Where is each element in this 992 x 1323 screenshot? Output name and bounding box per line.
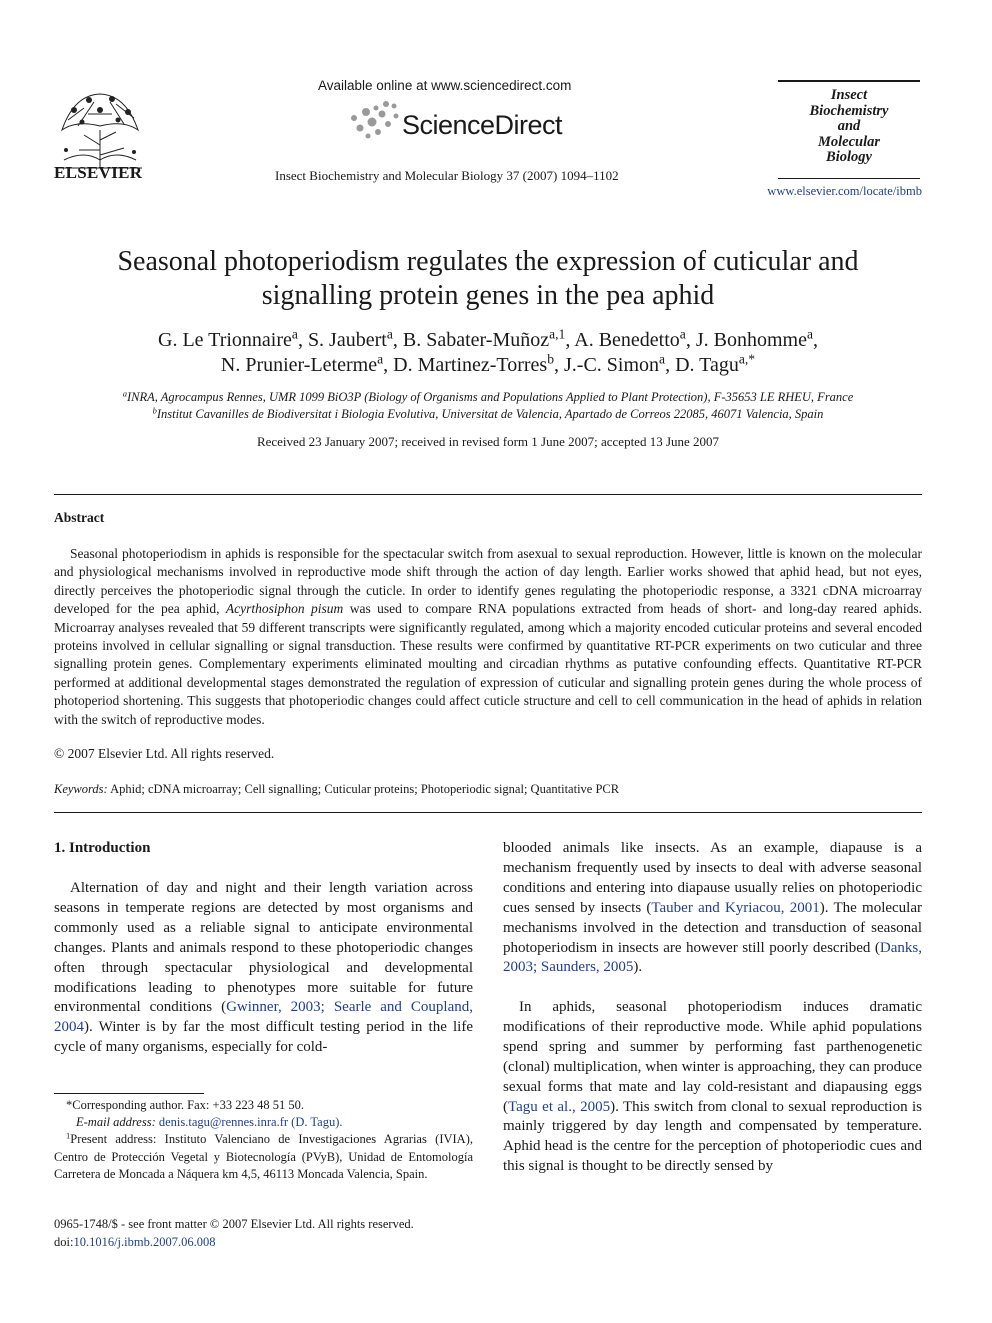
citation-link[interactable]: Tauber and Kyriacou, 2001 <box>651 899 820 916</box>
species-name: Acyrthosiphon pisum <box>225 601 344 617</box>
intro-paragraph-1-cont: blooded animals like insects. As an example, diapause is a mechanism frequently used by insects to deal with adverse seasonal conditions and entering into diapause usually relies on photoperiodic cues sensed by insects (Tauber and Kyriacou, 2001). The molecular mechanisms involved in the detection and transduction of seasonal photoperiodism in insects are however still poorly described (Danks, 2003; Saunders, 2005). <box>503 840 922 976</box>
intro-paragraph-2: In aphids, seasonal photoperiodism induces dramatic modifications of their reproductive mode. While aphid populations spend spring and summer by performing fast parthenogenetic (clonal) multiplication, when winter is approaching, they can produce sexual forms that mate and lay cold-resistant and diapausing eggs (Tagu et al., 2005). This switch from clonal to sexual reproduction is mainly triggered by day length and compensated by temperature. Aphid head is the centre for the perception of photoperiodic cues and this signal is thought to be directly sensed by <box>503 999 922 1175</box>
author-line <box>54 328 922 353</box>
journal-name-line: Biochemistry <box>809 102 889 119</box>
author: J.-C. Simon$^a$, <box>564 351 676 376</box>
abstract-top-rule <box>54 494 922 495</box>
affiliation-a: $^a$INRA, Agrocampus Rennes, UMR 1099 BiO3P (Biology of Organisms and Populations Applied to Plant Protection), F-35653 LE RHEU, France <box>122 388 854 404</box>
author: D. Tagu$^{a,*}$ <box>675 351 756 376</box>
affiliation-b: $^b$Institut Cavanilles de Biodiversitat i Biologia Evolutiva, Universitat de Valencia, Apartado de Correos 22085, 46071 Valencia, Spain <box>152 405 824 421</box>
author-line <box>54 353 922 378</box>
article-title <box>54 245 922 313</box>
intro-paragraph-1: Alternation of day and night and their length variation across seasons in temperate regions are detected by most organisms and commonly used as a reliable signal to anticipate environmental changes. Plants and animals respond to these photoperiodic changes often through spectacular physiological and developmental modifications leading to phenotypes more suitable for future environmental conditions (Gwinner, 2003; Searle and Coupland, 2004). Winter is by far the most difficult testing period in the life cycle of many organisms, especially for cold- <box>54 880 473 1056</box>
journal-citation: Insect Biochemistry and Molecular Biology 37 (2007) 1094–1102 <box>275 168 619 183</box>
author: B. Sabater-Muñoz$^{a,1}$, <box>402 326 575 351</box>
journal-name <box>778 88 920 166</box>
citation-link[interactable]: Tagu et al., 2005 <box>508 1098 611 1115</box>
affiliations <box>54 389 922 423</box>
title-line: Seasonal photoperiodism regulates the expression of cuticular and <box>117 246 859 277</box>
abstract-heading: Abstract <box>54 510 105 525</box>
author: J. Bonhomme$^a$, <box>695 326 818 351</box>
available-online-text: Available online at www.sciencedirect.com <box>318 78 572 93</box>
footnote-corresponding: *Corresponding author. Fax: +33 223 48 51 50. <box>66 1098 304 1112</box>
footnote-email: E-mail address: denis.tagu@rennes.inra.fr (D. Tagu). <box>76 1115 343 1129</box>
received-dates: Received 23 January 2007; received in revised form 1 June 2007; accepted 13 June 2007 <box>256 434 720 449</box>
author: G. Le Trionnaire$^a$, <box>158 326 308 351</box>
author: D. Martinez-Torres$^b$, <box>393 351 565 376</box>
abstract-copyright: © 2007 Elsevier Ltd. All rights reserved. <box>54 746 275 761</box>
journal-name-line: Insect <box>830 87 868 103</box>
publisher-name: ELSEVIER <box>54 163 143 182</box>
journal-name-line: Biology <box>826 149 872 165</box>
citation-link[interactable]: Danks, 2003; Saunders, 2005 <box>503 939 922 976</box>
author-list <box>54 328 922 378</box>
issn-line: 0965-1748/$ - see front matter © 2007 Elsevier Ltd. All rights reserved. <box>54 1217 414 1231</box>
author: A. Benedetto$^a$, <box>574 326 696 351</box>
journal-name-line: Molecular <box>817 133 881 150</box>
footnote-rule <box>54 1093 204 1094</box>
author: N. Prunier-Leterme$^a$, <box>220 351 394 376</box>
author: S. Jaubert$^a$, <box>307 326 403 351</box>
journal-name-line: and <box>837 118 861 134</box>
journal-url-link[interactable]: www.elsevier.com/locate/ibmb <box>767 184 922 198</box>
section-heading-introduction: 1. Introduction <box>54 840 151 856</box>
citation-link[interactable]: Gwinner, 2003; Searle and Coupland, 2004 <box>54 999 473 1036</box>
footnote-present-address: $^1$Present address: Instituto Valenciano de Investigaciones Agrarias (IVIA), Centro de Protección Vegetal y Biotecnología (PVyB), Unidad de Entomología Carretera de Moncada a Náquera km 4,5, 46113 Moncada Valencia, Spain. <box>54 1130 473 1181</box>
email-link[interactable]: denis.tagu@rennes.inra.fr (D. Tagu). <box>158 1115 343 1129</box>
abstract-bottom-rule <box>54 812 922 813</box>
front-matter <box>54 1216 414 1251</box>
journal-box-bottom-rule <box>778 178 920 179</box>
sciencedirect-wordmark: ScienceDirect <box>402 110 563 140</box>
title-line: signalling protein genes in the pea aphid <box>261 280 715 311</box>
journal-box-top-rule <box>778 80 920 82</box>
doi-link[interactable]: 10.1016/j.ibmb.2007.06.008 <box>73 1234 216 1249</box>
keywords: Keywords: Aphid; cDNA microarray; Cell signalling; Cuticular proteins; Photoperiodic signal; Quantitative PCR <box>54 782 620 796</box>
doi-line: doi:10.1016/j.ibmb.2007.06.008 <box>54 1234 216 1249</box>
abstract-body: Seasonal photoperiodism in aphids is responsible for the spectacular switch from asexual to sexual reproduction. However, little is known on the molecular and physiological mechanisms involved in reproductive mode shift through the action of day length. Earlier works showed that aphid head, but not eyes, directly perceives the photoperiodic signal through the cuticle. In order to identify genes regulating the photoperiodic response, a 3321 cDNA microarray developed for the pea aphid, Acyrthosiphon pisum was used to compare RNA populations extracted from heads of short- and long-day reared aphids. Microarray analyses revealed that 59 different transcripts were significantly regulated, among which a majority encoded cuticular proteins and several encoded proteins involved in cellular signalling or signal transduction. These results were confirmed by quantitative RT-PCR experiments on two cuticular and three signalling protein genes. Complementary experiments eliminated moulting and circadian rhythms as putative confounding effects. Quantitative RT-PCR performed at additional developmental stages demonstrated the regulation of expression of cuticular and signalling protein genes during the whole process of photoperiod shortening. This suggests that photoperiodic changes could affect cuticle structure and cell to cell communication in the head of aphids in relation with the switch of reproductive modes. <box>54 546 923 727</box>
sciencedirect-dots-icon <box>346 100 406 140</box>
